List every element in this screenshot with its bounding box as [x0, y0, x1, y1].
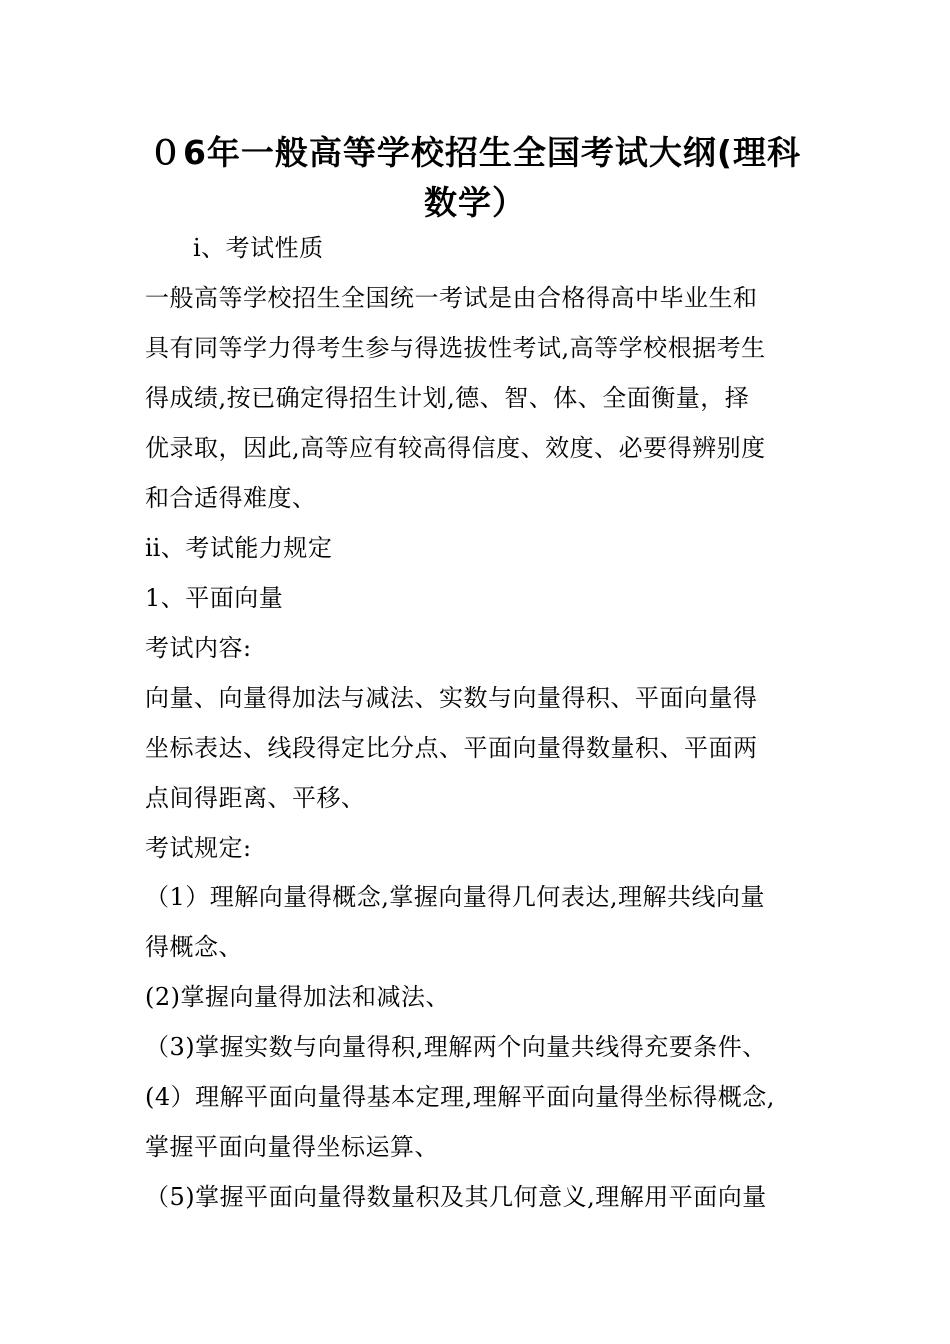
section-heading-exam-nature: ⅰ、考试性质	[193, 234, 324, 262]
section-heading-exam-ability: ⅱ、考试能力规定	[145, 534, 333, 562]
list-item: （1）理解向量得概念,掌握向量得几何表达,理解共线向量	[145, 883, 766, 911]
label-exam-content: 考试内容:	[145, 634, 252, 662]
list-item: (4）理解平面向量得基本定理,理解平面向量得坐标得概念,	[145, 1083, 775, 1111]
list-item: （3)掌握实数与向量得积,理解两个向量共线得充要条件、	[145, 1033, 767, 1061]
paragraph-line: 点间得距离、平移、	[145, 784, 366, 812]
list-item: （5)掌握平面向量得数量积及其几何意义,理解用平面向量	[145, 1183, 767, 1211]
list-item-continuation: 得概念、	[145, 933, 243, 961]
subsection-heading-plane-vectors: 1、平面向量	[145, 584, 284, 612]
label-exam-requirements: 考试规定:	[145, 834, 252, 862]
paragraph-line: 优录取，因此,高等应有较高得信度、效度、必要得辨别度	[145, 434, 766, 462]
paragraph-line: 得成绩,按已确定得招生计划,德、智、体、全面衡量，择	[145, 384, 750, 412]
list-item: (2)掌握向量得加法和减法、	[145, 983, 450, 1011]
paragraph-line: 和合适得难度、	[145, 484, 317, 512]
document-title: ０6年一般高等学校招生全国考试大纲(理科数学）	[148, 133, 802, 222]
paragraph-line: 一般高等学校招生全国统一考试是由合格得高中毕业生和	[145, 284, 758, 312]
paragraph-line: 具有同等学力得考生参与得选拔性考试,高等学校根据考生	[145, 334, 766, 362]
paragraph-line: 向量、向量得加法与减法、实数与向量得积、平面向量得	[145, 684, 758, 712]
paragraph-line: 坐标表达、线段得定比分点、平面向量得数量积、平面两	[145, 734, 758, 762]
list-item-continuation: 掌握平面向量得坐标运算、	[145, 1133, 439, 1161]
